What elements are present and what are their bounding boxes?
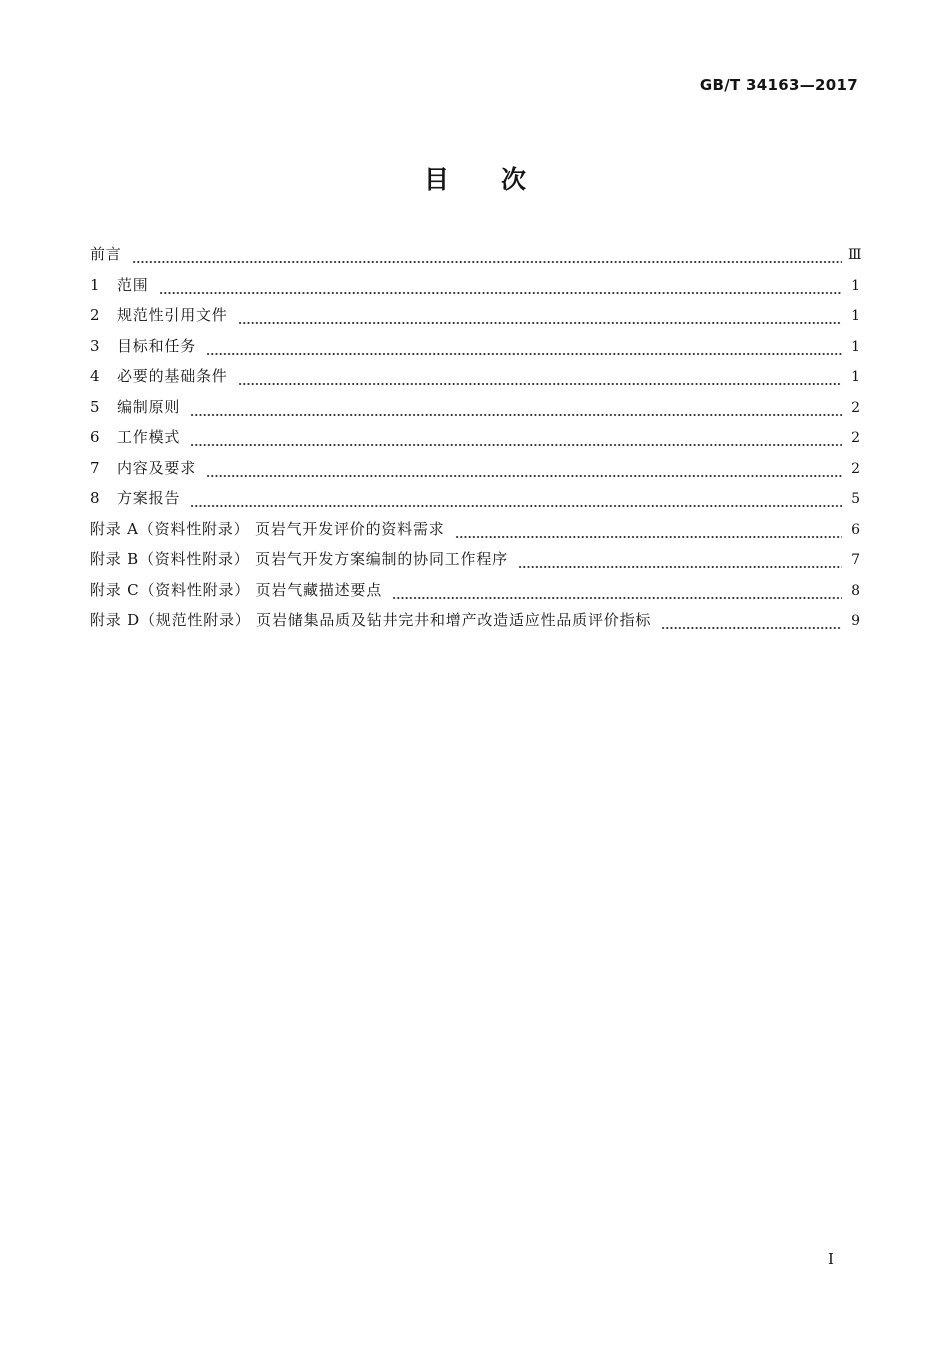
dot-leader xyxy=(518,565,842,569)
toc-entry-page: 2 xyxy=(851,460,860,477)
toc-entry-6[interactable] xyxy=(90,426,860,457)
toc-entry-appendix-c[interactable] xyxy=(90,579,860,610)
toc-entry-page: 9 xyxy=(851,613,860,629)
toc-entry-8[interactable] xyxy=(90,487,860,518)
page-number: I xyxy=(828,1250,834,1268)
toc-entry-text: 附录 D（规范性附录） 页岩储集品质及钻井完井和增产改造适应性品质评价指标 xyxy=(90,611,652,629)
toc-entry-text: 附录 A（资料性附录） 页岩气开发评价的资料需求 xyxy=(90,519,445,538)
toc-entry-text: 规范性引用文件 xyxy=(117,306,228,324)
dot-leader xyxy=(238,382,842,386)
toc-entry-appendix-a[interactable] xyxy=(90,518,860,549)
toc-entry-page: 6 xyxy=(851,521,860,538)
toc-entry-text: 编制原则 xyxy=(117,397,181,416)
dot-leader xyxy=(392,596,842,600)
toc-entry-number: 1 xyxy=(90,275,100,294)
toc-entry-number: 5 xyxy=(90,397,100,416)
toc-entry-page: Ⅲ xyxy=(848,247,862,263)
dot-leader xyxy=(661,626,842,630)
toc-entry-number: 6 xyxy=(90,428,100,446)
toc-entry-page: 5 xyxy=(851,491,860,507)
toc-entry-1[interactable] xyxy=(90,274,860,305)
toc-entry-page: 2 xyxy=(851,430,860,446)
toc-entry-page: 7 xyxy=(851,552,860,568)
toc-entry-appendix-d[interactable] xyxy=(90,609,860,640)
dot-leader xyxy=(206,352,842,356)
toc-entry-number: 4 xyxy=(90,367,100,385)
toc-entry-foreword[interactable] xyxy=(90,243,860,274)
standard-code: GB/T 34163—2017 xyxy=(699,76,858,94)
toc-entry-page: 1 xyxy=(851,369,860,385)
dot-leader xyxy=(238,321,842,325)
toc-entry-4[interactable] xyxy=(90,365,860,396)
dot-leader xyxy=(159,291,842,295)
dot-leader xyxy=(206,474,842,478)
toc-entry-text: 附录 C（资料性附录） 页岩气藏描述要点 xyxy=(90,580,383,599)
toc-entry-text: 工作模式 xyxy=(117,428,181,446)
dot-leader xyxy=(190,443,842,447)
toc-entry-text: 范围 xyxy=(117,275,149,294)
dot-leader xyxy=(190,413,842,417)
toc-entry-text: 附录 B（资料性附录） 页岩气开发方案编制的协同工作程序 xyxy=(90,550,508,568)
toc-entry-page: 8 xyxy=(851,582,860,599)
toc-entry-page: 1 xyxy=(851,308,860,324)
toc-entry-text: 目标和任务 xyxy=(117,336,197,355)
toc-entry-number: 3 xyxy=(90,336,100,355)
toc-entry-7[interactable] xyxy=(90,457,860,488)
page-title: 目次 xyxy=(423,165,578,194)
toc-entry-appendix-b[interactable] xyxy=(90,548,860,579)
toc-entry-page: 1 xyxy=(851,277,860,294)
table-of-contents xyxy=(90,243,860,640)
toc-entry-5[interactable] xyxy=(90,396,860,427)
toc-entry-text: 必要的基础条件 xyxy=(117,367,228,385)
toc-entry-text: 方案报告 xyxy=(117,489,181,507)
toc-entry-text: 内容及要求 xyxy=(117,458,197,477)
toc-entry-number: 2 xyxy=(90,306,100,324)
dot-leader xyxy=(132,260,842,264)
toc-entry-text: 前言 xyxy=(90,245,122,263)
toc-entry-number: 8 xyxy=(90,489,100,507)
toc-entry-page: 2 xyxy=(851,399,860,416)
toc-entry-page: 1 xyxy=(851,338,860,355)
dot-leader xyxy=(190,504,842,508)
toc-entry-2[interactable] xyxy=(90,304,860,335)
dot-leader xyxy=(455,535,842,539)
toc-entry-3[interactable] xyxy=(90,335,860,366)
toc-entry-number: 7 xyxy=(90,458,100,477)
